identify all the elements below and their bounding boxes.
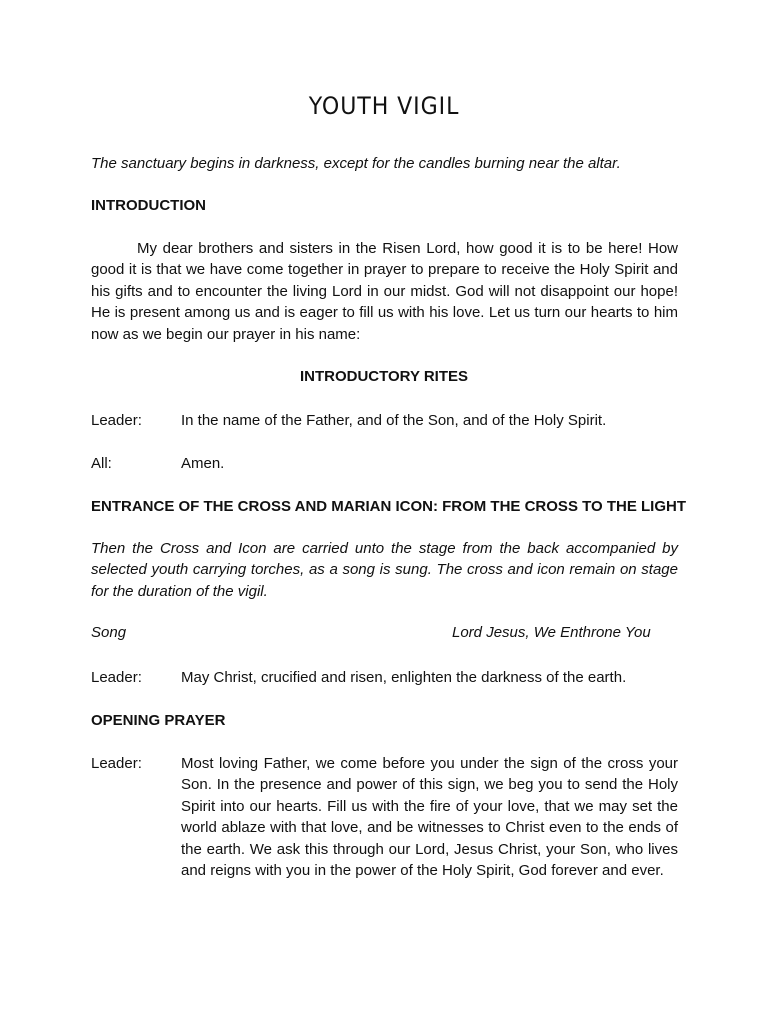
introduction-text: My dear brothers and sisters in the Risen Lord, how good it is to be here! How good it is that we have come together in prayer to prepare to receive the Holy Spirit and his gifts and to encounter the living Lord in our midst. God will not disappoint our hope! He is present among us and is eager to fill us with his love. Let us turn our hearts to him now as we begin our prayer in his name: (91, 240, 678, 343)
entrance-leader-speaker: Leader: (91, 669, 142, 686)
entrance-rubric: Then the Cross and Icon are carried unto the stage from the back accompanied by selected youth carrying torches, as a song is sung. The cross and icon remain on stage for the duration of the vigil. (91, 540, 678, 600)
opening-prayer-heading: OPENING PRAYER (91, 712, 226, 729)
rite-text-all: Amen. (181, 455, 225, 472)
introductory-rites-heading: INTRODUCTORY RITES (299, 368, 469, 385)
entrance-leader-text: May Christ, crucified and risen, enlighten the darkness of the earth. (181, 669, 627, 686)
opening-rubric: The sanctuary begins in darkness, except for the candles burning near the altar. (91, 155, 621, 172)
song-label: Song (91, 624, 127, 641)
introduction-paragraph (91, 238, 678, 345)
entrance-heading: ENTRANCE OF THE CROSS AND MARIAN ICON: FROM THE CROSS TO THE LIGHT (91, 498, 686, 515)
rite-speaker-leader: Leader: (91, 412, 142, 429)
song-title: Lord Jesus, We Enthrone You (452, 624, 651, 641)
opening-prayer-text: Most loving Father, we come before you under the sign of the cross your Son. In the presence and power of this sign, we beg you to send the Holy Spirit into our hearts. Fill us with the fire of your love, that we may set the world ablaze with that love, and be witnesses to Christ even to the ends of the earth. We ask this through our Lord, Jesus Christ, your Son, who lives and reigns with you in the power of the Holy Spirit, God forever and ever. (181, 755, 678, 880)
document-title: YOUTH VIGIL (308, 92, 460, 120)
introduction-heading: INTRODUCTION (91, 197, 206, 214)
opening-prayer-speaker: Leader: (91, 755, 142, 772)
rite-speaker-all: All: (91, 455, 112, 472)
rite-text-leader: In the name of the Father, and of the Son, and of the Holy Spirit. (181, 412, 607, 429)
